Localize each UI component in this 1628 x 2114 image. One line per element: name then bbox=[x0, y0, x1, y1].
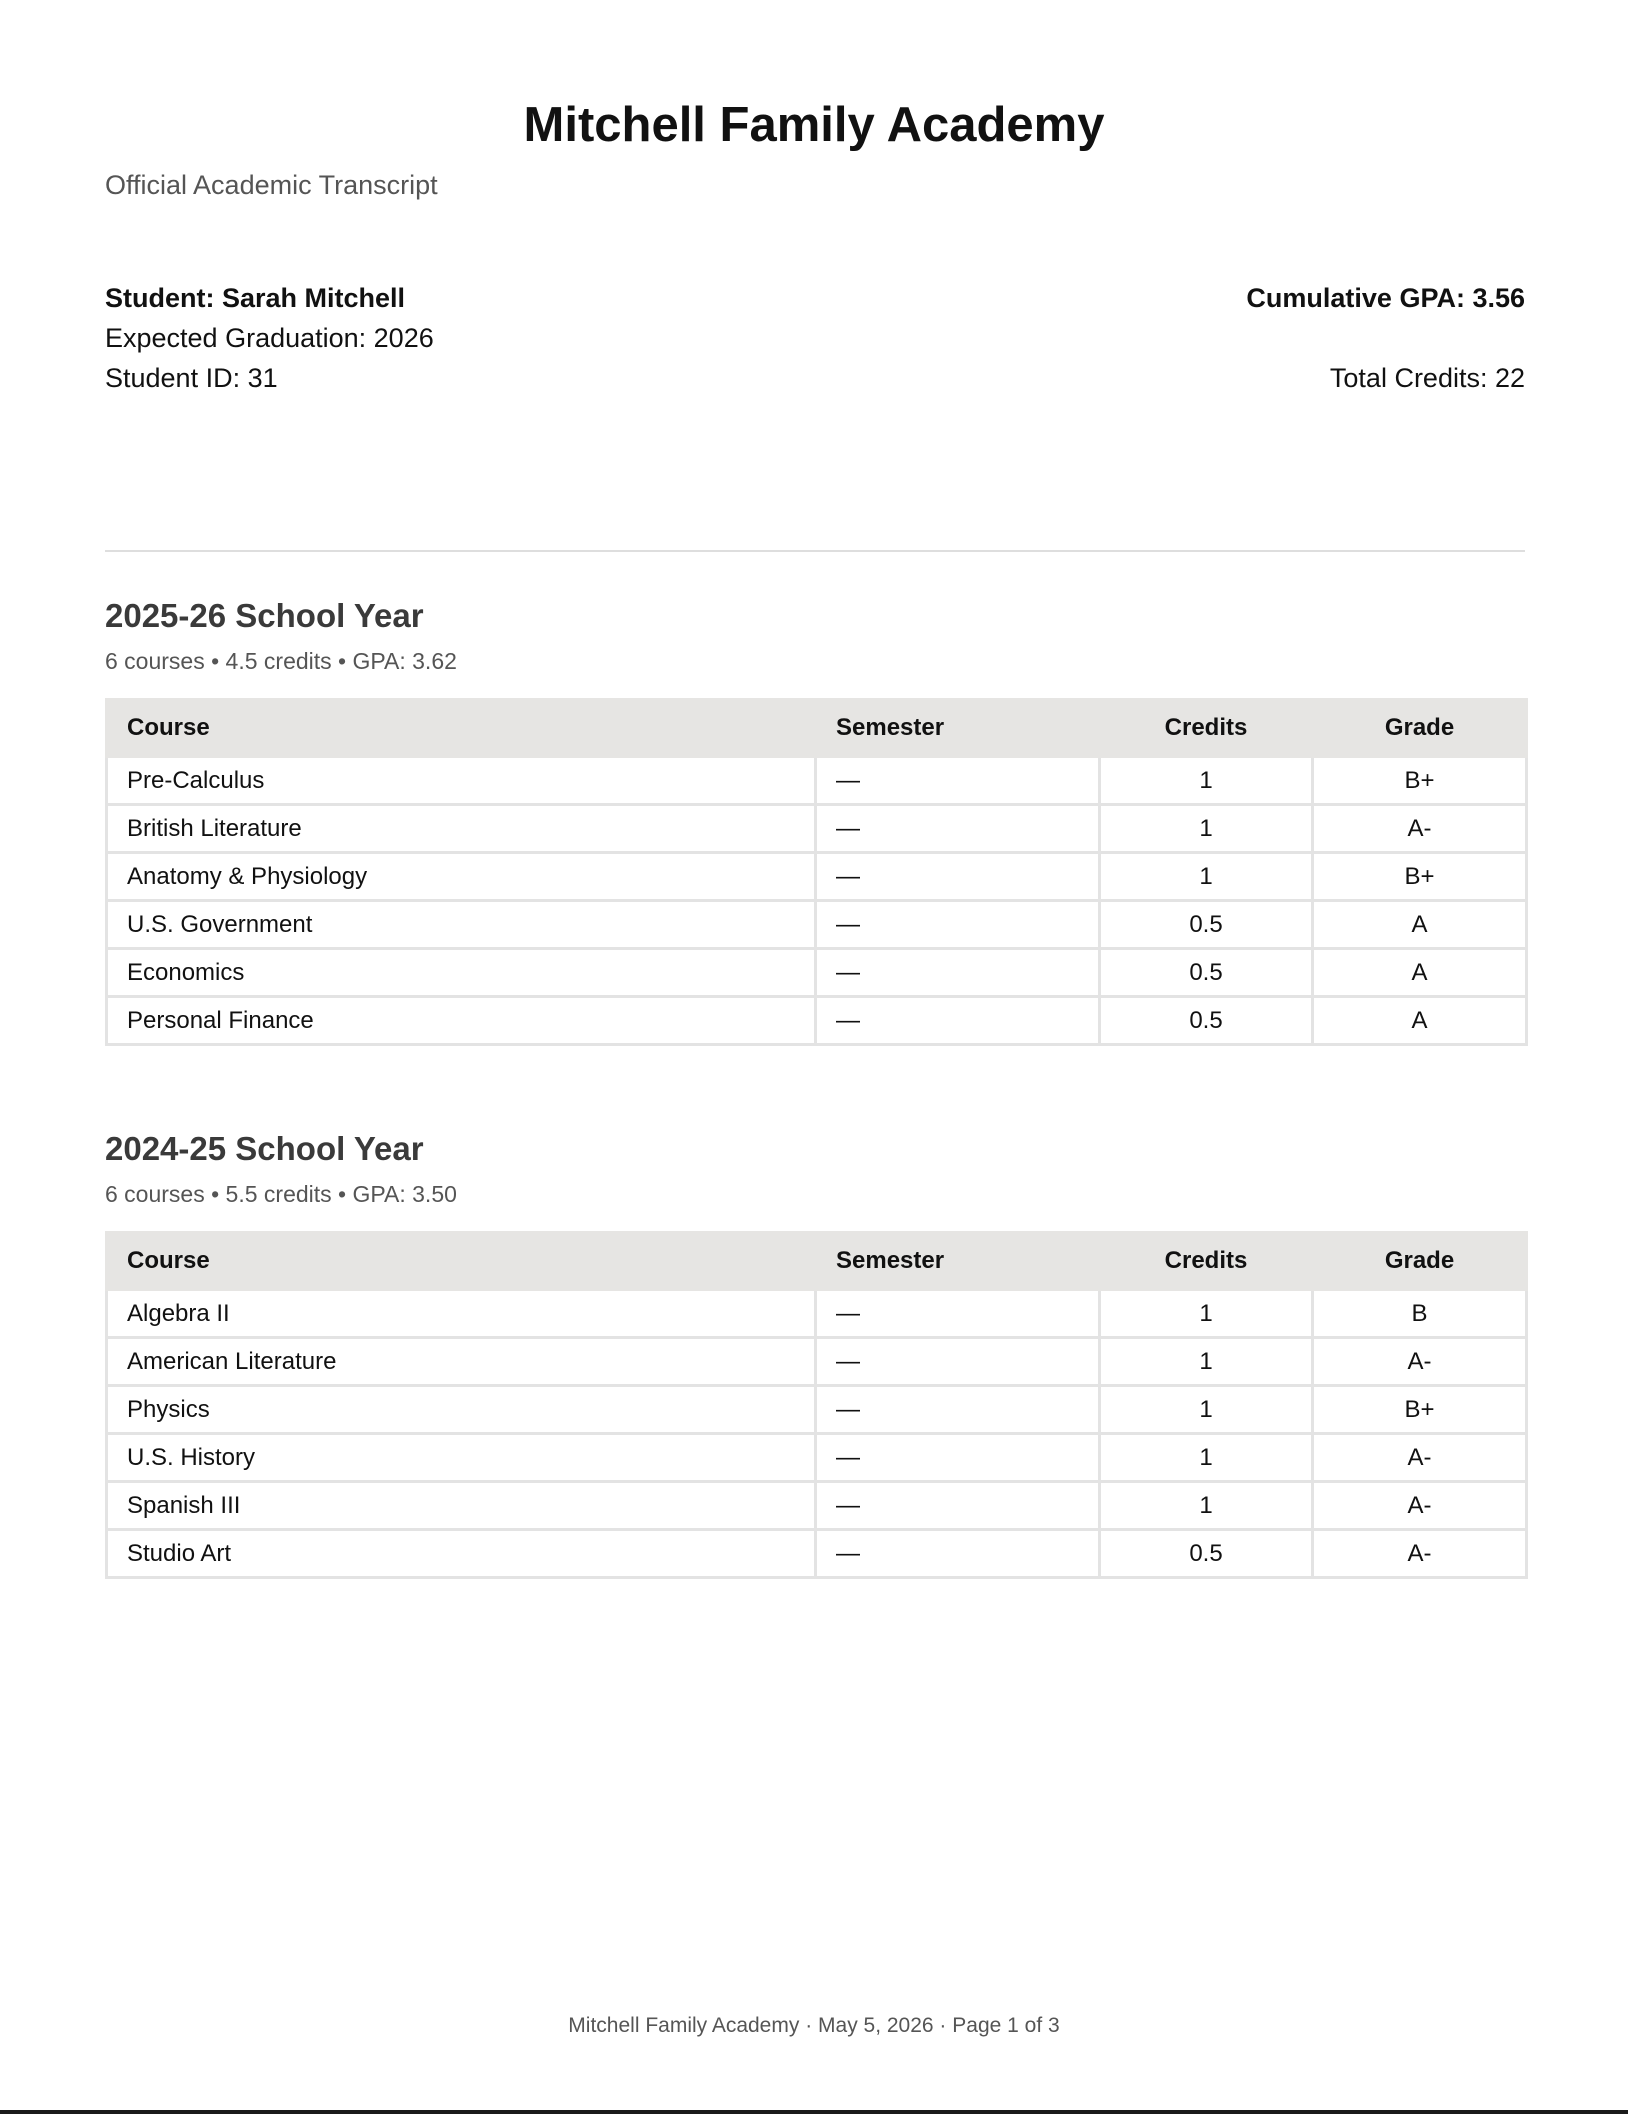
course-name: Algebra II bbox=[107, 1290, 816, 1338]
year-stats: 6 courses • 4.5 credits • GPA: 3.62 bbox=[105, 648, 457, 674]
course-semester: — bbox=[816, 1482, 1100, 1530]
year-section-2025-26 bbox=[105, 596, 1525, 1046]
course-name: British Literature bbox=[107, 805, 816, 853]
course-grade: A bbox=[1313, 901, 1527, 949]
header-grade: Grade bbox=[1313, 700, 1527, 757]
course-grade: B+ bbox=[1313, 853, 1527, 901]
course-grade: A- bbox=[1313, 1530, 1527, 1578]
course-semester: — bbox=[816, 1338, 1100, 1386]
student-info bbox=[105, 278, 434, 398]
course-semester: — bbox=[816, 757, 1100, 805]
total-credits: Total Credits: 22 bbox=[1329, 363, 1525, 393]
course-name: U.S. Government bbox=[107, 901, 816, 949]
course-semester: — bbox=[816, 1290, 1100, 1338]
course-semester: — bbox=[816, 853, 1100, 901]
course-name: Anatomy & Physiology bbox=[107, 853, 816, 901]
course-credits: 1 bbox=[1100, 1290, 1313, 1338]
course-semester: — bbox=[816, 1386, 1100, 1434]
course-credits: 1 bbox=[1100, 805, 1313, 853]
academic-summary bbox=[1246, 278, 1525, 398]
header-credits: Credits bbox=[1100, 700, 1313, 757]
course-name: Personal Finance bbox=[107, 997, 816, 1045]
course-credits: 1 bbox=[1100, 1338, 1313, 1386]
course-grade: A- bbox=[1313, 1482, 1527, 1530]
course-table bbox=[105, 698, 1528, 1046]
cumulative-gpa: Cumulative GPA: 3.56 bbox=[1246, 283, 1525, 313]
course-semester: — bbox=[816, 997, 1100, 1045]
course-name: Studio Art bbox=[107, 1530, 816, 1578]
course-grade: B bbox=[1313, 1290, 1527, 1338]
course-grade: A bbox=[1313, 949, 1527, 997]
course-grade: A- bbox=[1313, 1338, 1527, 1386]
course-name: Spanish III bbox=[107, 1482, 816, 1530]
course-credits: 1 bbox=[1100, 1434, 1313, 1482]
page-bottom-edge bbox=[0, 2110, 1628, 2114]
course-semester: — bbox=[816, 901, 1100, 949]
table-row bbox=[107, 853, 1527, 901]
course-semester: — bbox=[816, 805, 1100, 853]
header-credits: Credits bbox=[1100, 1233, 1313, 1290]
course-name: Physics bbox=[107, 1386, 816, 1434]
course-semester: — bbox=[816, 949, 1100, 997]
course-semester: — bbox=[816, 1530, 1100, 1578]
course-credits: 1 bbox=[1100, 1386, 1313, 1434]
header-semester: Semester bbox=[816, 1233, 1100, 1290]
course-grade: A bbox=[1313, 997, 1527, 1045]
table-row bbox=[107, 1530, 1527, 1578]
course-name: Pre-Calculus bbox=[107, 757, 816, 805]
course-grade: B+ bbox=[1313, 757, 1527, 805]
table-row bbox=[107, 1386, 1527, 1434]
page-footer: Mitchell Family Academy · May 5, 2026 · Page 1 of 3 bbox=[568, 2014, 1060, 2037]
school-name: Mitchell Family Academy bbox=[523, 98, 1105, 152]
student-id: Student ID: 31 bbox=[105, 363, 278, 393]
table-row bbox=[107, 757, 1527, 805]
course-grade: A- bbox=[1313, 1434, 1527, 1482]
course-credits: 0.5 bbox=[1100, 997, 1313, 1045]
header-course: Course bbox=[107, 700, 816, 757]
table-row bbox=[107, 1482, 1527, 1530]
course-credits: 1 bbox=[1100, 853, 1313, 901]
header-course: Course bbox=[107, 1233, 816, 1290]
course-grade: A- bbox=[1313, 805, 1527, 853]
document-subtitle: Official Academic Transcript bbox=[105, 170, 438, 200]
course-name: American Literature bbox=[107, 1338, 816, 1386]
year-stats: 6 courses • 5.5 credits • GPA: 3.50 bbox=[105, 1181, 457, 1207]
table-row bbox=[107, 1434, 1527, 1482]
header-semester: Semester bbox=[816, 700, 1100, 757]
course-grade: B+ bbox=[1313, 1386, 1527, 1434]
table-header-row bbox=[107, 700, 1527, 757]
student-name: Student: Sarah Mitchell bbox=[105, 283, 406, 313]
expected-graduation: Expected Graduation: 2026 bbox=[105, 323, 434, 353]
table-row bbox=[107, 901, 1527, 949]
table-row bbox=[107, 1290, 1527, 1338]
course-credits: 0.5 bbox=[1100, 901, 1313, 949]
section-divider bbox=[105, 550, 1525, 552]
table-header-row bbox=[107, 1233, 1527, 1290]
year-title: 2025-26 School Year bbox=[105, 597, 424, 634]
table-row bbox=[107, 805, 1527, 853]
year-title: 2024-25 School Year bbox=[105, 1130, 424, 1167]
table-row bbox=[107, 997, 1527, 1045]
course-name: Economics bbox=[107, 949, 816, 997]
table-row bbox=[107, 1338, 1527, 1386]
course-credits: 0.5 bbox=[1100, 949, 1313, 997]
course-name: U.S. History bbox=[107, 1434, 816, 1482]
course-credits: 1 bbox=[1100, 757, 1313, 805]
course-table bbox=[105, 1231, 1528, 1579]
course-credits: 1 bbox=[1100, 1482, 1313, 1530]
year-section-2024-25 bbox=[105, 1129, 1525, 1579]
course-semester: — bbox=[816, 1434, 1100, 1482]
table-row bbox=[107, 949, 1527, 997]
header-grade: Grade bbox=[1313, 1233, 1527, 1290]
course-credits: 0.5 bbox=[1100, 1530, 1313, 1578]
